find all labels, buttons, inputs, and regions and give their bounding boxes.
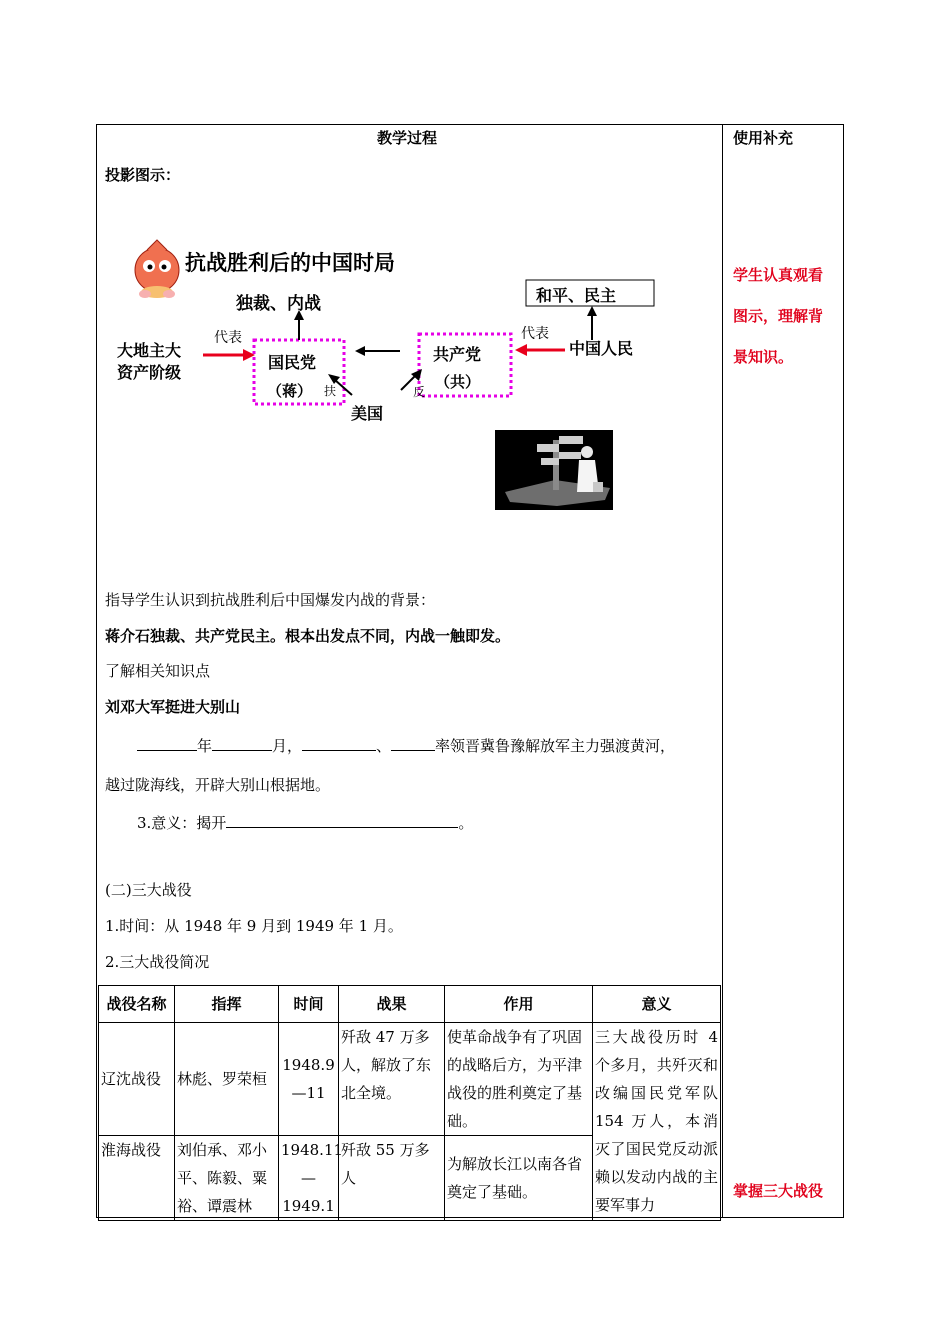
kmt-leader-label: （蒋） (267, 382, 313, 400)
fill-rest-label: 率领晋冀鲁豫解放军主力强渡黄河， (435, 737, 676, 755)
side-note-1-line-2: 图示，理解背 (733, 307, 824, 325)
time-line: 1.时间：从 1948 年 9 月到 1949 年 1 月。 (105, 917, 403, 935)
blank-month[interactable] (212, 734, 272, 751)
cpc-label: 共产党 (433, 345, 482, 364)
side-note-2: 掌握三大战役 (733, 1182, 824, 1200)
support-label: 扶 (324, 384, 337, 398)
sub-title: (二)三大战役 (105, 881, 192, 899)
fill-line-2: 越过陇海线，开辟大别山根据地。 (105, 776, 331, 794)
blank-year[interactable] (137, 734, 197, 751)
section-title: 刘邓大军挺进大别山 (105, 698, 241, 716)
cartoon-image (495, 430, 613, 510)
time-cell: 1948.9—11 (279, 1023, 339, 1136)
meaning-label: 3.意义：揭开 (137, 814, 227, 832)
oppose-label: 反 (413, 385, 426, 399)
table-header: 指挥 (175, 986, 279, 1023)
battle-name-cell: 淮海战役 (99, 1136, 175, 1221)
know-text: 了解相关知识点 (105, 662, 211, 680)
result-cell: 歼敌 55 万多人 (339, 1136, 445, 1221)
dictatorship-label: 独裁、内战 (236, 294, 321, 314)
fill-in-line (137, 734, 675, 756)
battle-name-cell: 辽沈战役 (99, 1023, 175, 1136)
meaning-line (137, 811, 473, 833)
table-header: 时间 (279, 986, 339, 1023)
people-label: 中国人民 (569, 339, 634, 358)
commander-cell: 林彪、罗荣桓 (175, 1023, 279, 1136)
effect-cell: 使革命战争有了巩固的战略后方，为平津战役的胜利奠定了基础。 (445, 1023, 593, 1136)
blank-person-2[interactable] (391, 734, 435, 751)
effect-cell: 为解放长江以南各省奠定了基础。 (445, 1136, 593, 1221)
commander-cell: 刘伯承、邓小平、陈毅、粟裕、谭震林 (175, 1136, 279, 1221)
table-header-row (99, 986, 721, 1023)
header-usage-notes: 使用补充 (733, 129, 794, 147)
kmt-label: 国民党 (268, 353, 317, 372)
projection-label: 投影图示： (105, 166, 181, 184)
overview-line: 2.三大战役简况 (105, 953, 210, 971)
result-cell: 歼敌 47 万多人，解放了东北全境。 (339, 1023, 445, 1136)
meaning-end: 。 (458, 814, 474, 832)
fill-sep-label: 、 (376, 737, 392, 755)
battles-table (98, 985, 721, 1221)
side-note-1-line-1: 学生认真观看 (733, 266, 824, 284)
diagram-title: 抗战胜利后的中国时局 (185, 251, 395, 275)
mascot-icon (135, 240, 179, 298)
time-cell: 1948.11—1949.1 (279, 1136, 339, 1221)
blank-meaning[interactable] (226, 811, 458, 828)
usa-label: 美国 (351, 404, 384, 423)
table-header: 作用 (445, 986, 593, 1023)
peace-label: 和平、民主 (536, 286, 617, 305)
landlord-label-2: 资产阶级 (117, 363, 182, 382)
represent-label-left: 代表 (214, 330, 242, 346)
table-header: 战果 (339, 986, 445, 1023)
represent-label-right: 代表 (521, 326, 549, 342)
blank-person-1[interactable] (302, 734, 376, 751)
side-note-1-line-3: 景知识。 (733, 348, 794, 366)
column-divider (722, 124, 723, 1218)
fill-year-label: 年 (197, 737, 213, 755)
guide-text: 指导学生认识到抗战胜利后中国爆发内战的背景： (105, 591, 436, 609)
table-header: 战役名称 (99, 986, 175, 1023)
table-row (99, 1023, 721, 1136)
cpc-short-label: （共） (435, 373, 481, 391)
landlord-label-1: 大地主大 (117, 341, 182, 360)
summary-text: 蒋介石独裁、共产党民主。根本出发点不同，内战一触即发。 (105, 627, 511, 645)
situation-diagram (105, 230, 705, 530)
header-teaching-process: 教学过程 (377, 129, 438, 147)
significance-cell: 三大战役历时 4 个多月，共歼灭和改编国民党军队 154 万人，本消灭了国民党反动派赖以发动内战的主要军事力 (593, 1023, 721, 1221)
fill-month-label: 月， (272, 737, 303, 755)
table-header: 意义 (593, 986, 721, 1023)
